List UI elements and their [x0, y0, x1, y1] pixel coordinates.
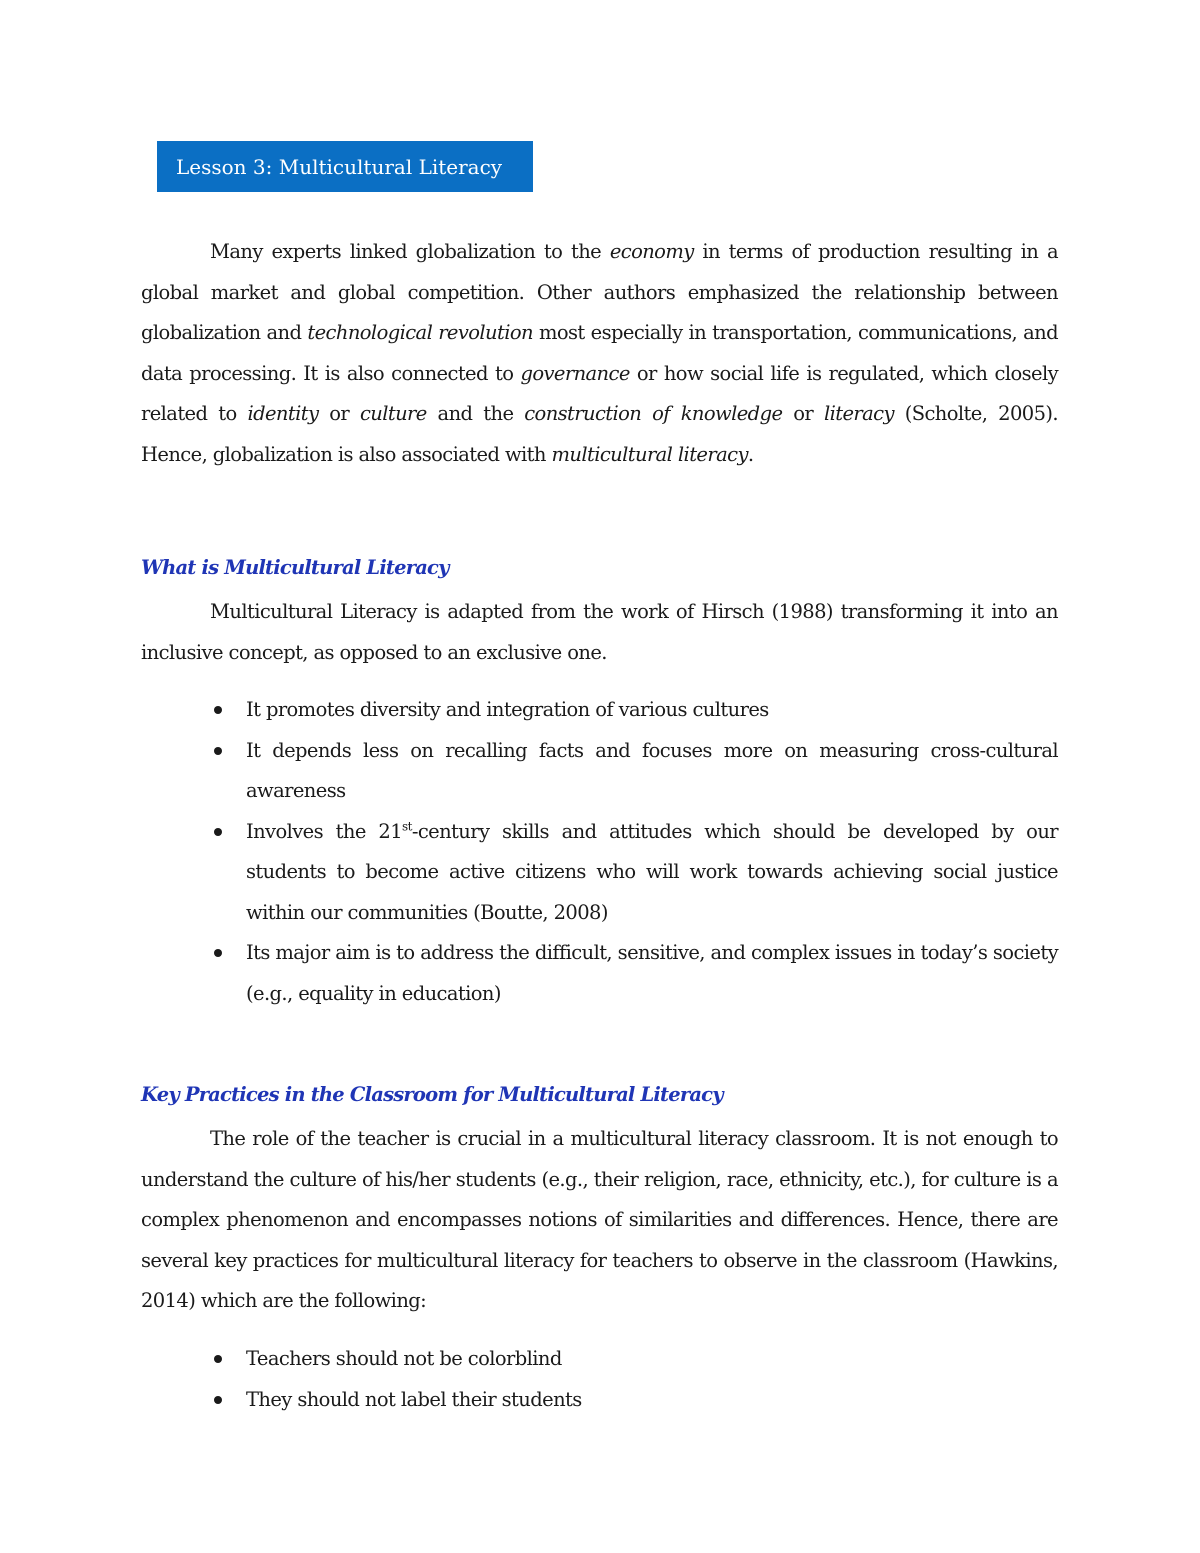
section-heading-key-practices: Key Practices in the Classroom for Multicultural Literacy: [141, 1083, 723, 1106]
section2-paragraph: The role of the teacher is crucial in a multicultural literacy classroom. It is not enough to understand the culture of his/her students (e.g., their religion, race, ethnicity, etc.), for culture is a complex phenomenon and encompasses notions of similarities and differences. Hence, there are several key practices for multicultural literacy for teachers to observe in the classroom (Hawkins, 2014) which are the following:: [141, 1127, 1058, 1312]
section1-bullet-list: [141, 690, 1058, 1014]
bullet-icon: [214, 949, 222, 957]
section-heading-what-is: What is Multicultural Literacy: [141, 556, 449, 579]
list-item: Its major aim is to address the difficult, sensitive, and complex issues in today’s society (e.g., equality in education): [141, 933, 1058, 1014]
list-item: It promotes diversity and integration of various cultures: [141, 690, 1058, 731]
bullet-icon: [214, 828, 222, 836]
list-item: They should not label their students: [141, 1380, 1058, 1421]
list-item: Involves the 21st-century skills and attitudes which should be developed by our students to become active citizens who will work towards achieving social justice within our communities (Boutte, 2008): [141, 812, 1058, 934]
bullet-icon: [214, 1355, 222, 1363]
intro-paragraph: Many experts linked globalization to the economy in terms of production resulting in a global market and global competition. Other authors emphasized the relationship between globalization and technological revolution most especially in transportation, communications, and data processing. It is also connected to governance or how social life is regulated, which closely related to identity or culture and the construction of knowledge or literacy (Scholte, 2005). Hence, globalization is also associated with multicultural literacy.: [141, 240, 1059, 466]
list-item: It depends less on recalling facts and focuses more on measuring cross-cultural awareness: [141, 731, 1058, 812]
lesson-title: Lesson 3: Multicultural Literacy: [176, 154, 503, 179]
bullet-icon: [214, 747, 222, 755]
bullet-icon: [214, 1396, 222, 1404]
section1-paragraph: Multicultural Literacy is adapted from the work of Hirsch (1988) transforming it into an inclusive concept, as opposed to an exclusive one.: [141, 600, 1058, 664]
lesson-title-banner: [157, 141, 533, 192]
list-item: Teachers should not be colorblind: [141, 1339, 1058, 1380]
section2-bullet-list: [141, 1339, 1058, 1420]
bullet-icon: [214, 706, 222, 714]
